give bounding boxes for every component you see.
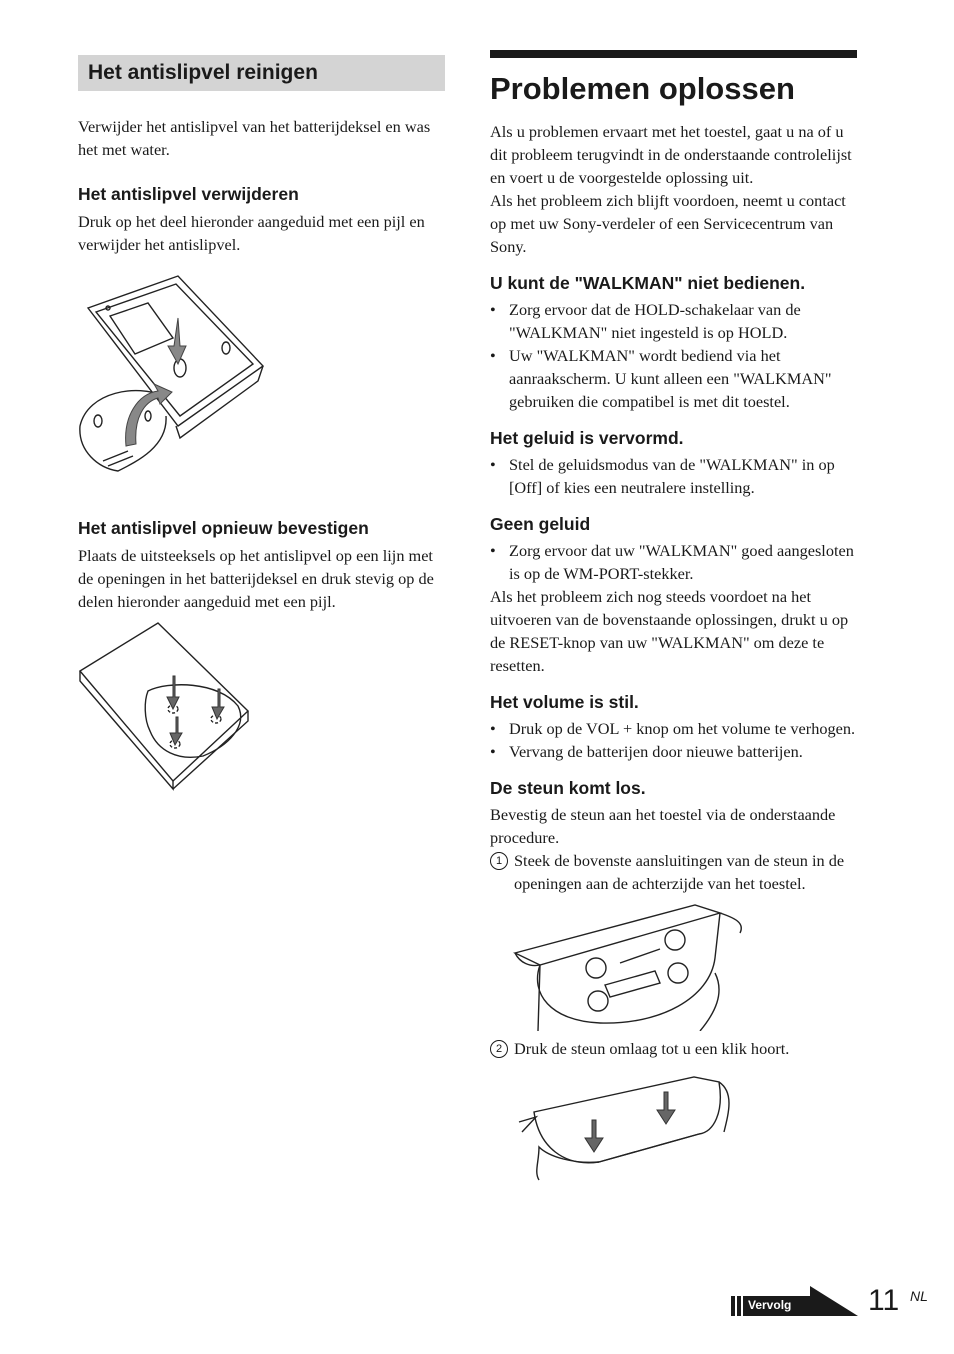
nosound-bullets — [490, 539, 857, 585]
distorted-heading: Het geluid is vervormd. — [490, 428, 684, 448]
page-footer — [728, 1286, 928, 1326]
reattach-text: Plaats de uitsteeksels op het antislipvel op een lijn met de openingen in het batterijdeksel en druk stevig op de delen hieronder aangeduid met een pijl. — [78, 546, 434, 611]
page-title: Problemen oplossen — [490, 71, 795, 106]
remove-sheet-illustration — [78, 266, 278, 481]
intro-paragraph-1: Als u problemen ervaart met het toestel, gaat u na of u dit probleem terugvindt in de onderstaande controlelijst en voert u de voorgestelde oplossing uit. — [490, 122, 852, 187]
right-column — [490, 50, 857, 1182]
volume-heading: Het volume is stil. — [490, 692, 639, 712]
continue-label: Vervolg — [748, 1298, 792, 1312]
step-number-2: 2 — [490, 1040, 508, 1058]
step-number-1: 1 — [490, 852, 508, 870]
stand-heading: De steun komt los. — [490, 778, 646, 798]
stand-intro: Bevestig de steun aan het toestel via de onderstaande procedure. — [490, 805, 836, 847]
list-item: • Stel de geluidsmodus van de "WALKMAN" in op [Off] of kies een neutralere instelling. — [490, 453, 857, 499]
reattach-heading: Het antislipvel opnieuw bevestigen — [78, 518, 369, 538]
left-column — [78, 55, 445, 791]
volume-bullets — [490, 717, 857, 763]
remove-text: Druk op het deel hieronder aangeduid met een pijl en verwijder het antislipvel. — [78, 212, 425, 254]
step-1-text: Steek de bovenste aansluitingen van de steun in de openingen aan de achterzijde van het toestel. — [514, 851, 845, 893]
distorted-bullets — [490, 453, 857, 499]
list-item: • Uw "WALKMAN" wordt bediend via het aanraakscherm. U kunt alleen een "WALKMAN" gebruiken die compatibel is met dit toestel. — [490, 344, 857, 413]
step-2 — [490, 1037, 857, 1060]
list-item: • Druk op de VOL + knop om het volume te verhogen. — [490, 717, 857, 740]
page-number: 11 — [868, 1284, 900, 1317]
list-item: • Vervang de batterijen door nieuwe batterijen. — [490, 740, 857, 763]
reattach-sheet-illustration — [78, 621, 258, 791]
section-title: Het antislipvel reinigen — [88, 61, 318, 84]
intro-text: Verwijder het antislipvel van het batterijdeksel en was het met water. — [78, 117, 431, 159]
nosound-after: Als het probleem zich nog steeds voordoet na het uitvoeren van de bovenstaande oplossingen, drukt u op de RESET-knop van uw "WALKMAN" om deze te resetten. — [490, 587, 849, 675]
walkman-heading: U kunt de "WALKMAN" niet bedienen. — [490, 273, 806, 293]
intro-paragraph-2: Als het probleem zich blijft voordoen, neemt u contact op met uw Sony-verdeler of een Servicecentrum van Sony. — [490, 191, 846, 256]
stand-step1-illustration — [510, 903, 750, 1031]
stand-step2-illustration — [514, 1072, 744, 1182]
remove-heading: Het antislipvel verwijderen — [78, 184, 299, 204]
language-code: NL — [910, 1288, 928, 1304]
step-1 — [490, 849, 857, 895]
nosound-heading: Geen geluid — [490, 514, 591, 534]
section-header — [78, 55, 445, 91]
walkman-bullets — [490, 298, 857, 413]
list-item: • Zorg ervoor dat de HOLD-schakelaar van de "WALKMAN" niet ingesteld is op HOLD. — [490, 298, 857, 344]
list-item: • Zorg ervoor dat uw "WALKMAN" goed aangesloten is op de WM-PORT-stekker. — [490, 539, 857, 585]
title-rule — [490, 50, 857, 58]
step-2-text: Druk de steun omlaag tot u een klik hoort. — [514, 1039, 790, 1058]
